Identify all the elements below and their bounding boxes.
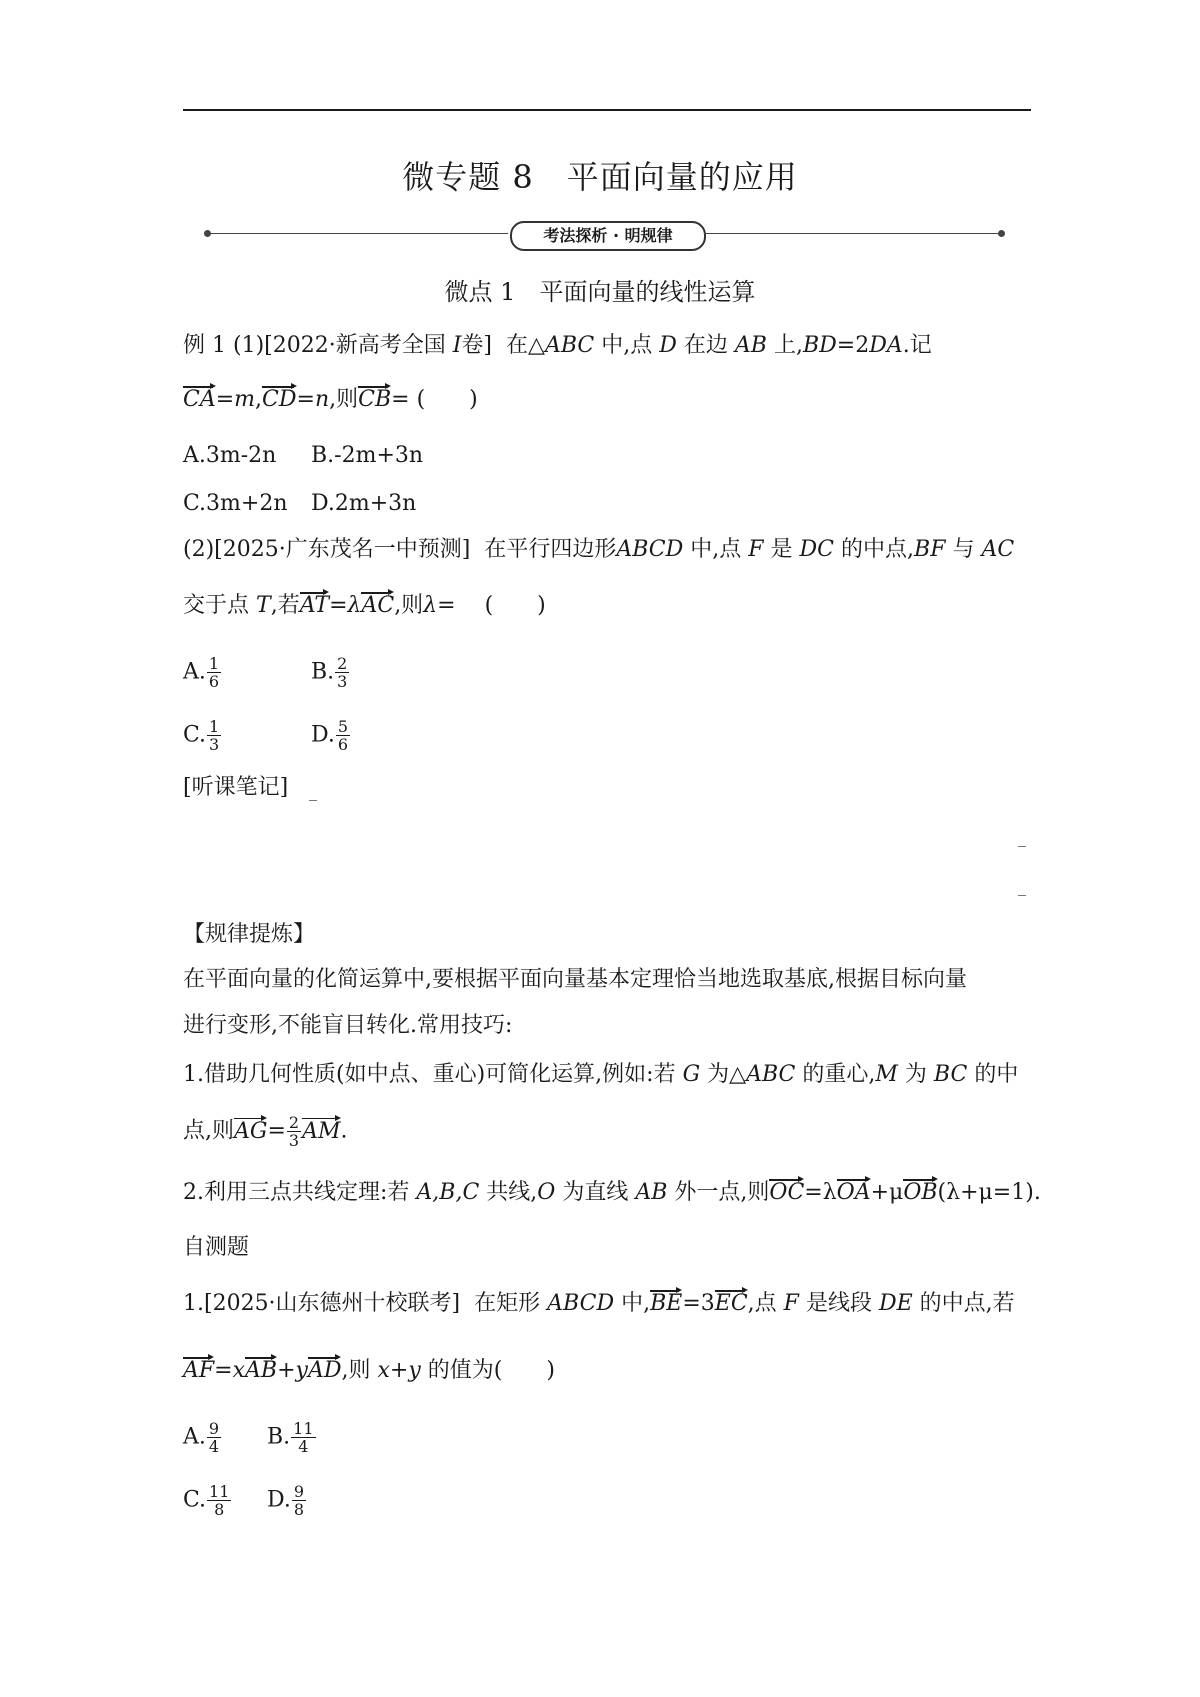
option-c[interactable]: C. $\frac{1}{3}$ xyxy=(183,717,220,754)
option-row-6 xyxy=(183,1483,307,1518)
notes-tick xyxy=(1018,895,1026,896)
fraction: $\frac{1}{6}$ xyxy=(208,654,220,691)
fraction: $\frac{11}{4}$ xyxy=(293,1419,314,1456)
selftest-q1-line1: 1.[2025·山东德州十校联考] 在矩形 ABCD 中,BE=3EC,点 F 是线段 DE 的中点,若 xyxy=(183,1289,1015,1319)
top-rule xyxy=(183,109,1031,111)
banner-right-line xyxy=(704,233,1002,234)
vector-ca: CA xyxy=(183,385,216,415)
notes-label: [听课笔记] xyxy=(183,775,289,800)
rules-paragraph-line1: 在平面向量的化简运算中,要根据平面向量基本定理恰当地选取基底,根据目标向量 xyxy=(183,967,967,992)
vector-ac: AC xyxy=(361,591,394,621)
rules-item2: 2.利用三点共线定理:若 A,B,C 共线,O 为直线 AB 外一点,则OC=λOA+μOB(λ+μ=1). xyxy=(183,1178,1041,1208)
option-row-1 xyxy=(183,441,423,471)
vector-cb: CB xyxy=(358,385,391,415)
fraction: $\frac{11}{8}$ xyxy=(209,1482,230,1519)
banner-left-dot xyxy=(204,230,211,237)
banner-right-dot xyxy=(998,230,1005,237)
option-d[interactable]: D. $\frac{9}{8}$ xyxy=(267,1482,305,1519)
vector-oa: OA xyxy=(837,1178,871,1208)
rules-item1-line1: 1.借助几何性质(如中点、重心)可简化运算,例如:若 G 为△ABC 的重心,M 为 BC 的中 xyxy=(183,1062,1019,1087)
option-row-3 xyxy=(183,655,350,690)
vector-ob: OB xyxy=(903,1178,937,1208)
section-subtitle: 微点 1 平面向量的线性运算 xyxy=(444,278,756,306)
vector-am: AM xyxy=(302,1117,340,1147)
vector-ad: AD xyxy=(308,1356,342,1386)
option-a[interactable]: A. $\frac{1}{6}$ xyxy=(183,654,220,691)
notes-tick xyxy=(309,800,317,801)
notes-tick xyxy=(1018,846,1026,847)
option-row-5 xyxy=(183,1420,317,1455)
option-c[interactable]: C. $\frac{11}{8}$ xyxy=(183,1482,230,1519)
rules-paragraph-line2: 进行变形,不能盲目转化.常用技巧: xyxy=(183,1013,513,1038)
example1-part2-line2: 交于点 T,若AT=λAC,则λ= ( ) xyxy=(183,591,546,621)
option-b[interactable]: B.-2m+3n xyxy=(311,443,424,468)
option-d[interactable]: D.2m+3n xyxy=(311,491,417,516)
option-row-2 xyxy=(183,489,416,519)
option-row-4 xyxy=(183,718,351,753)
fraction: $\frac{1}{3}$ xyxy=(209,717,220,754)
vector-ab: AB xyxy=(245,1356,277,1386)
example1-part1-line2: CA=m,CD=n,则CB= ( ) xyxy=(183,385,478,415)
vector-oc: OC xyxy=(769,1178,804,1208)
banner-left-line xyxy=(208,233,508,234)
page-title: 微专题 8 平面向量的应用 xyxy=(402,158,798,196)
option-b[interactable]: B. $\frac{2}{3}$ xyxy=(311,654,348,691)
rules-heading: 【规律提炼】 xyxy=(183,922,316,947)
vector-at: AT xyxy=(300,591,329,621)
fraction: $\frac{5}{6}$ xyxy=(337,717,349,754)
fraction: $\frac{9}{4}$ xyxy=(208,1419,220,1456)
option-a[interactable]: A. $\frac{9}{4}$ xyxy=(183,1419,220,1456)
vector-cd: CD xyxy=(262,385,296,415)
vector-af: AF xyxy=(183,1356,214,1386)
selftest-q1-line2: AF=xAB+yAD,则 x+y 的值为( ) xyxy=(183,1356,555,1386)
option-d[interactable]: D. $\frac{5}{6}$ xyxy=(311,717,349,754)
rules-item1-line2: 点,则AG= $\frac{2}{3}$ AM. xyxy=(183,1113,348,1150)
vector-be: BE xyxy=(650,1289,682,1319)
vector-ec: EC xyxy=(715,1289,748,1319)
example1-part1-line1: 例 1 (1)[2022·新高考全国 I卷] 在△ABC 中,点 D 在边 AB 上,BD=2DA.记 xyxy=(183,333,932,358)
option-b[interactable]: B. $\frac{11}{4}$ xyxy=(267,1419,314,1456)
section-banner: 考法探析 · 明规律 xyxy=(510,221,706,251)
option-c[interactable]: C.3m+2n xyxy=(183,491,288,516)
fraction: $\frac{9}{8}$ xyxy=(293,1482,305,1519)
option-a[interactable]: A.3m-2n xyxy=(183,443,277,468)
vector-ag: AG xyxy=(234,1117,267,1147)
fraction: $\frac{2}{3}$ xyxy=(288,1113,300,1150)
example1-part2-line1: (2)[2025·广东茂名一中预测] 在平行四边形ABCD 中,点 F 是 DC 的中点,BF 与 AC xyxy=(183,537,1015,562)
selftest-heading: 自测题 xyxy=(183,1235,250,1260)
fraction: $\frac{2}{3}$ xyxy=(337,654,348,691)
